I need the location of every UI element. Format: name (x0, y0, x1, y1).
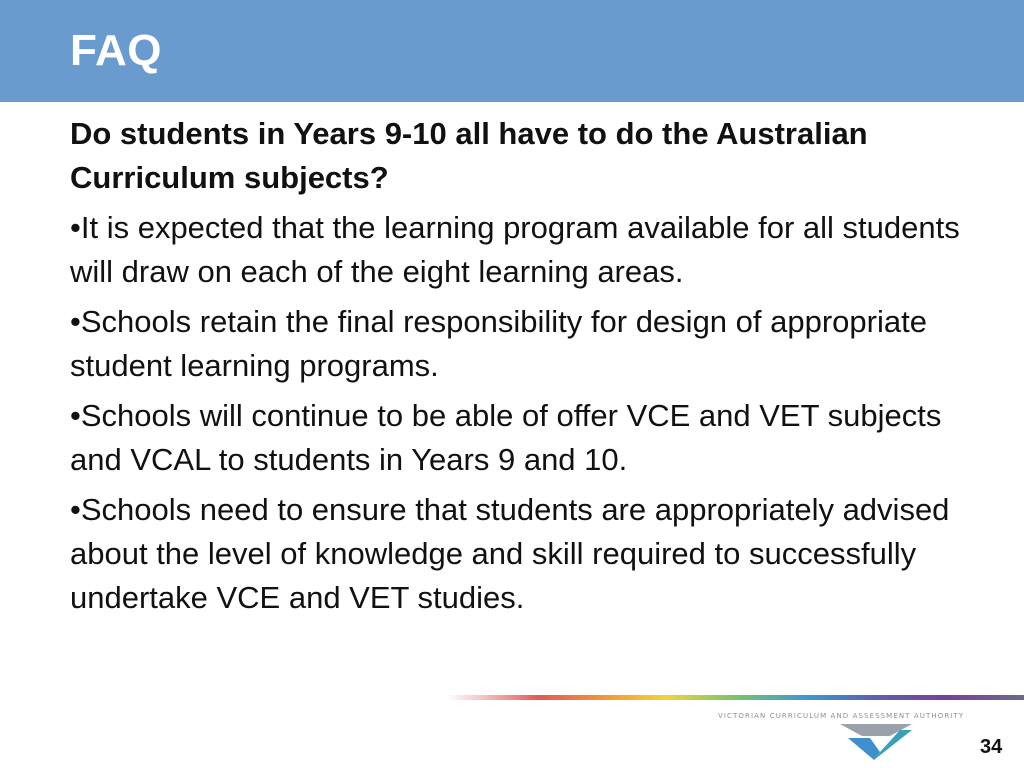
bullet-text: It is expected that the learning program available for all students will draw on each of the eight learning areas. (70, 210, 960, 289)
bullet-mark: • (70, 210, 81, 245)
bullet-text: Schools need to ensure that students are appropriately advised about the level of knowledge and skill required to successfully undertake VCE and VET studies. (70, 492, 950, 615)
bullet-mark: • (70, 304, 81, 339)
bullet-mark: • (70, 492, 81, 527)
slide-title: FAQ (70, 26, 162, 75)
bullet-text: Schools retain the final responsibility for design of appropriate student learning programs. (70, 304, 927, 383)
header-bar (0, 0, 1024, 102)
vcaa-logo-icon (840, 722, 912, 762)
bullet-item (70, 300, 980, 388)
bullet-text: Schools will continue to be able of offer VCE and VET subjects and VCAL to students in Years 9 and 10. (70, 398, 942, 477)
organization-name: VICTORIAN CURRICULUM AND ASSESSMENT AUTHORITY (718, 712, 965, 720)
rainbow-divider (446, 695, 1024, 700)
bullet-item (70, 206, 980, 294)
bullet-item (70, 488, 980, 620)
bullet-mark: • (70, 398, 81, 433)
faq-question: Do students in Years 9-10 all have to do the Australian Curriculum subjects? (70, 116, 868, 195)
slide-content (70, 112, 980, 626)
page-number: 34 (980, 736, 1003, 758)
bullet-item (70, 394, 980, 482)
